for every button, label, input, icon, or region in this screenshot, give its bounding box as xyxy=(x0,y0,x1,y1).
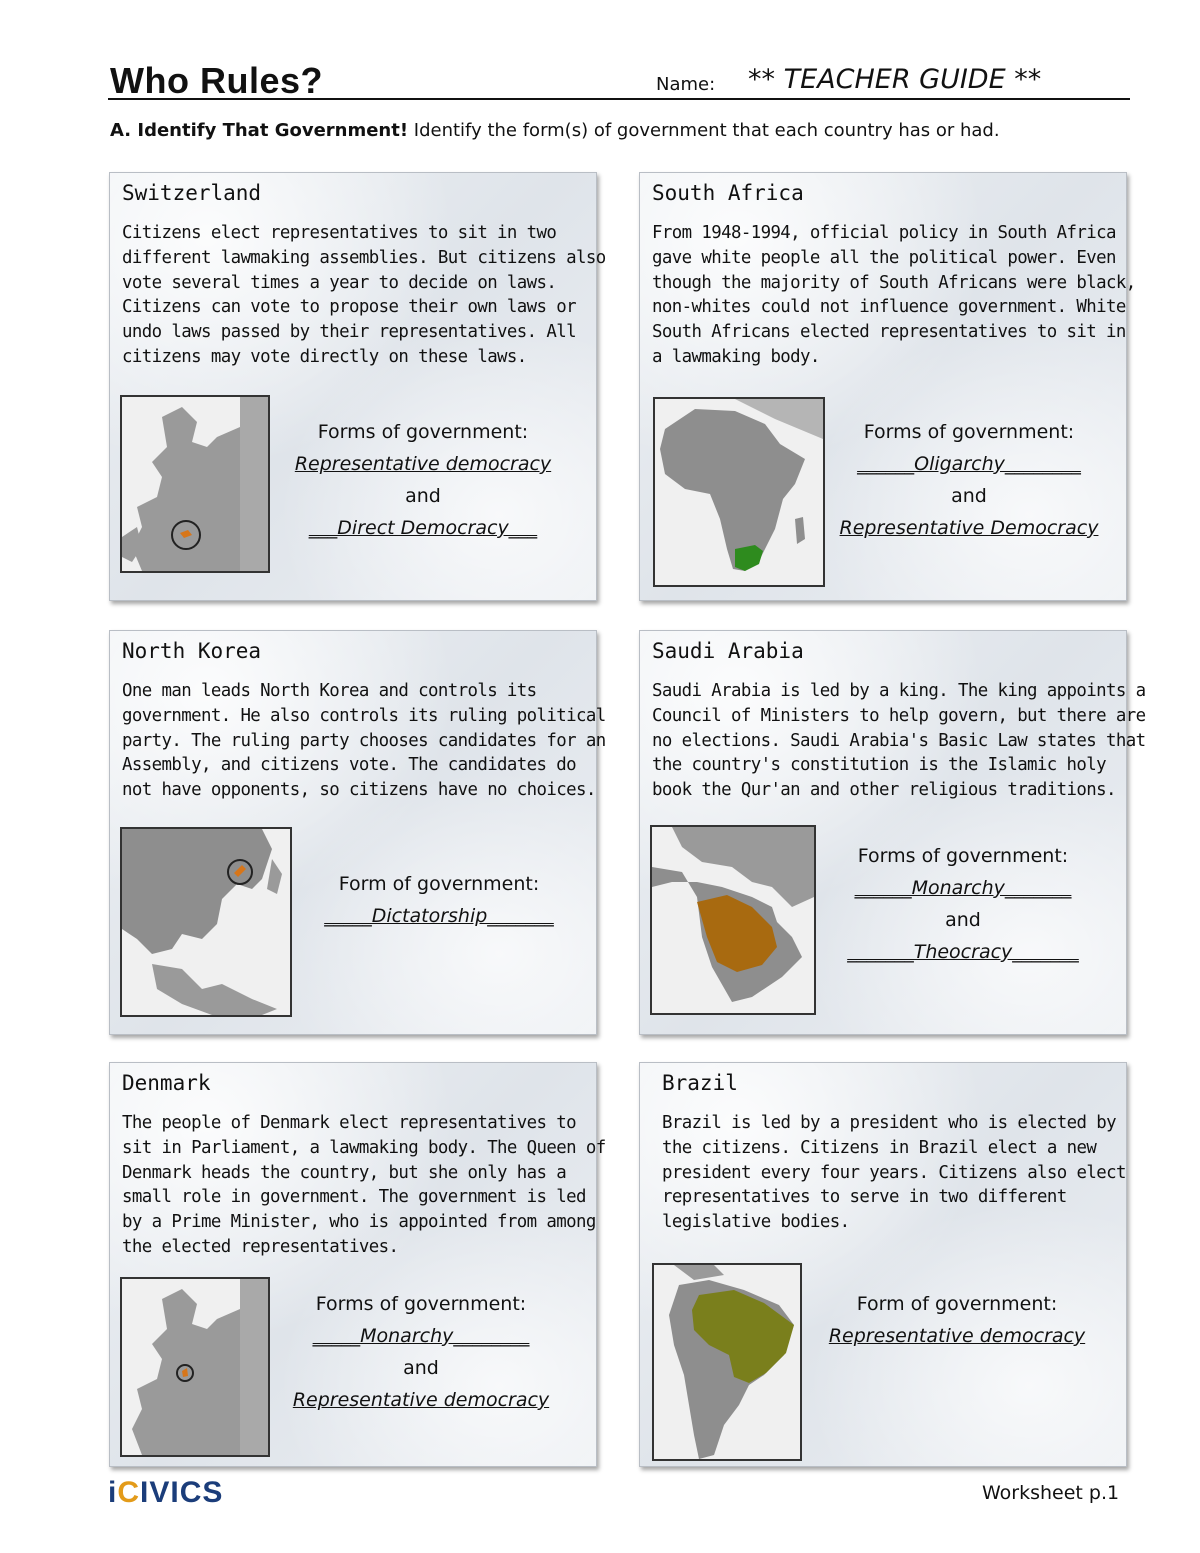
country-name: Switzerland xyxy=(122,181,262,205)
government-answer-1: _____Dictatorship_______ xyxy=(324,905,554,927)
page-title: Who Rules? xyxy=(110,60,323,101)
government-answer-1: Representative democracy xyxy=(828,1325,1086,1347)
instructions-heading: A. Identify That Government! xyxy=(110,120,409,141)
country-name: South Africa xyxy=(652,181,804,205)
and-label: and xyxy=(945,909,981,931)
government-answer-2: Representative Democracy xyxy=(839,517,1099,539)
country-card-brazil xyxy=(639,1062,1127,1467)
government-answer-2: Representative democracy xyxy=(292,1389,550,1411)
country-description: The people of Denmark elect representatives to sit in Parliament, a lawmaking body. The Queen of Denmark heads the country, but she only has a small role in government. The government is led by a Prime Minister, who is appointed from among the elected representatives. xyxy=(122,1113,606,1257)
and-label: and xyxy=(405,485,441,507)
government-answers xyxy=(290,421,556,549)
country-description: Brazil is led by a president who is elected by the citizens. Citizens in Brazil elect a new president every four years. Citizens also elect representatives to serve in two different legislative bodies. xyxy=(662,1113,1126,1233)
name-value: ** TEACHER GUIDE ** xyxy=(748,64,1042,95)
country-card-denmark xyxy=(109,1062,606,1467)
instructions-text: Identify the form(s) of government that each country has or had. xyxy=(408,120,1000,141)
map-europe xyxy=(120,1277,270,1457)
map-east-asia xyxy=(120,827,292,1017)
country-description: From 1948-1994, official policy in South Africa gave white people all the political power. Even though the majority of South Africans were black, non-whites could not influence government. White South Africans elected representatives to sit in a lawmaking body. xyxy=(652,223,1136,367)
government-answers xyxy=(830,845,1096,973)
country-description: Citizens elect representatives to sit in two different lawmaking assemblies. But citizens also vote several times a year to decide on laws. Citizens can vote to propose their own laws or undo laws passed by their representatives. All citizens may vote directly on these laws. xyxy=(122,223,606,367)
page-header xyxy=(108,58,1130,100)
and-label: and xyxy=(403,1357,439,1379)
government-label: Forms of government: xyxy=(863,421,1075,443)
government-label: Form of government: xyxy=(338,873,540,895)
government-answer-1: ______Monarchy_______ xyxy=(854,877,1072,899)
government-answer-1: _____Monarchy________ xyxy=(312,1325,530,1347)
country-name: North Korea xyxy=(122,639,262,663)
page-number: Worksheet p.1 xyxy=(982,1482,1120,1504)
logo-rest: IVICS xyxy=(140,1476,224,1509)
government-answers xyxy=(306,873,572,937)
government-answer-1: ______Oligarchy________ xyxy=(857,453,1081,475)
map-south-america xyxy=(652,1263,802,1461)
government-answer-2: _______Theocracy_______ xyxy=(847,941,1079,963)
instructions xyxy=(110,120,1000,141)
and-label: and xyxy=(951,485,987,507)
country-card-switzerland xyxy=(109,172,606,601)
country-description: Saudi Arabia is led by a king. The king appoints a Council of Ministers to help govern, but there are no elections. Saudi Arabia's Basic Law states that the country's constitution is the Islamic holy book the Qur'an and other religious traditions. xyxy=(652,681,1146,801)
country-name: Denmark xyxy=(122,1071,211,1095)
country-name: Saudi Arabia xyxy=(652,639,804,663)
government-answer-1: Representative democracy xyxy=(294,453,552,475)
country-name: Brazil xyxy=(662,1071,738,1095)
logo-c: C xyxy=(117,1476,141,1509)
country-card-north-korea xyxy=(109,630,606,1035)
government-label: Form of government: xyxy=(856,1293,1058,1315)
government-answers xyxy=(824,1293,1090,1357)
government-label: Forms of government: xyxy=(315,1293,527,1315)
country-card-saudi-arabia xyxy=(639,630,1146,1035)
logo-i: i xyxy=(108,1476,118,1509)
country-card-south-africa xyxy=(639,172,1136,601)
map-africa xyxy=(653,397,825,587)
government-answer-2: ___Direct Democracy___ xyxy=(308,517,538,539)
government-label: Forms of government: xyxy=(857,845,1069,867)
name-label: Name: xyxy=(656,74,716,95)
map-middle-east xyxy=(650,825,816,1015)
icivics-logo xyxy=(108,1476,223,1510)
country-description: One man leads North Korea and controls its government. He also controls its ruling political party. The ruling party chooses candidates for an Assembly, and citizens vote. The candidates do not have opponents, so citizens have no choices. xyxy=(122,681,606,801)
government-answers xyxy=(288,1293,554,1421)
government-answers xyxy=(836,421,1102,549)
government-label: Forms of government: xyxy=(317,421,529,443)
map-europe xyxy=(120,395,270,573)
